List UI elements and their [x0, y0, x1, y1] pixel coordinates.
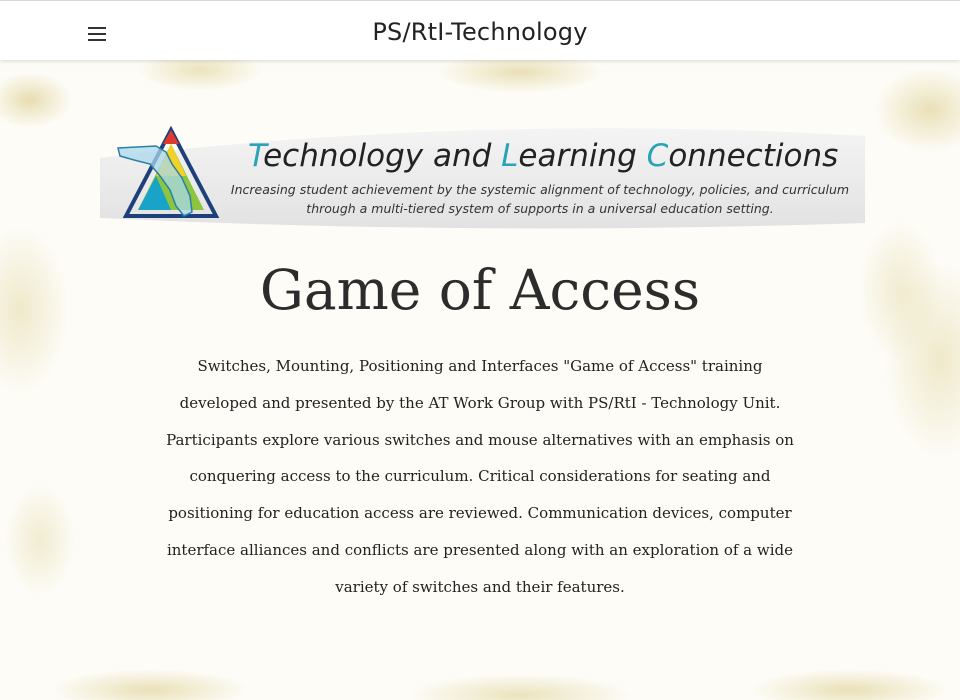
florida-triangle-logo-icon [116, 126, 222, 222]
banner-image [100, 118, 865, 230]
banner-subtitle [230, 180, 850, 218]
description-paragraph: Switches, Mounting, Positioning and Interfaces "Game of Access" training developed and presented by the AT Work Group with PS/RtI - Technology Unit. Participants explore various switches and mouse alternatives with an emphasis on conquering access to the curriculum. Critical considerations for seating and positioning for education access are reviewed. Communication devices, computer interface alliances and conflicts are presented along with an exploration of a wide variety of switches and their features. [166, 357, 794, 596]
page-title: Game of Access [259, 258, 701, 322]
top-navigation-bar [0, 0, 960, 60]
banner-subtitle-line: through a multi-tiered system of supports in a universal education setting. [306, 201, 774, 216]
banner-title: Technology and Learning Connections [248, 138, 839, 174]
site-title[interactable]: PS/RtI-Technology [372, 18, 588, 46]
banner-subtitle-line: Increasing student achievement by the systemic alignment of technology, policies, and curriculum [230, 182, 850, 197]
